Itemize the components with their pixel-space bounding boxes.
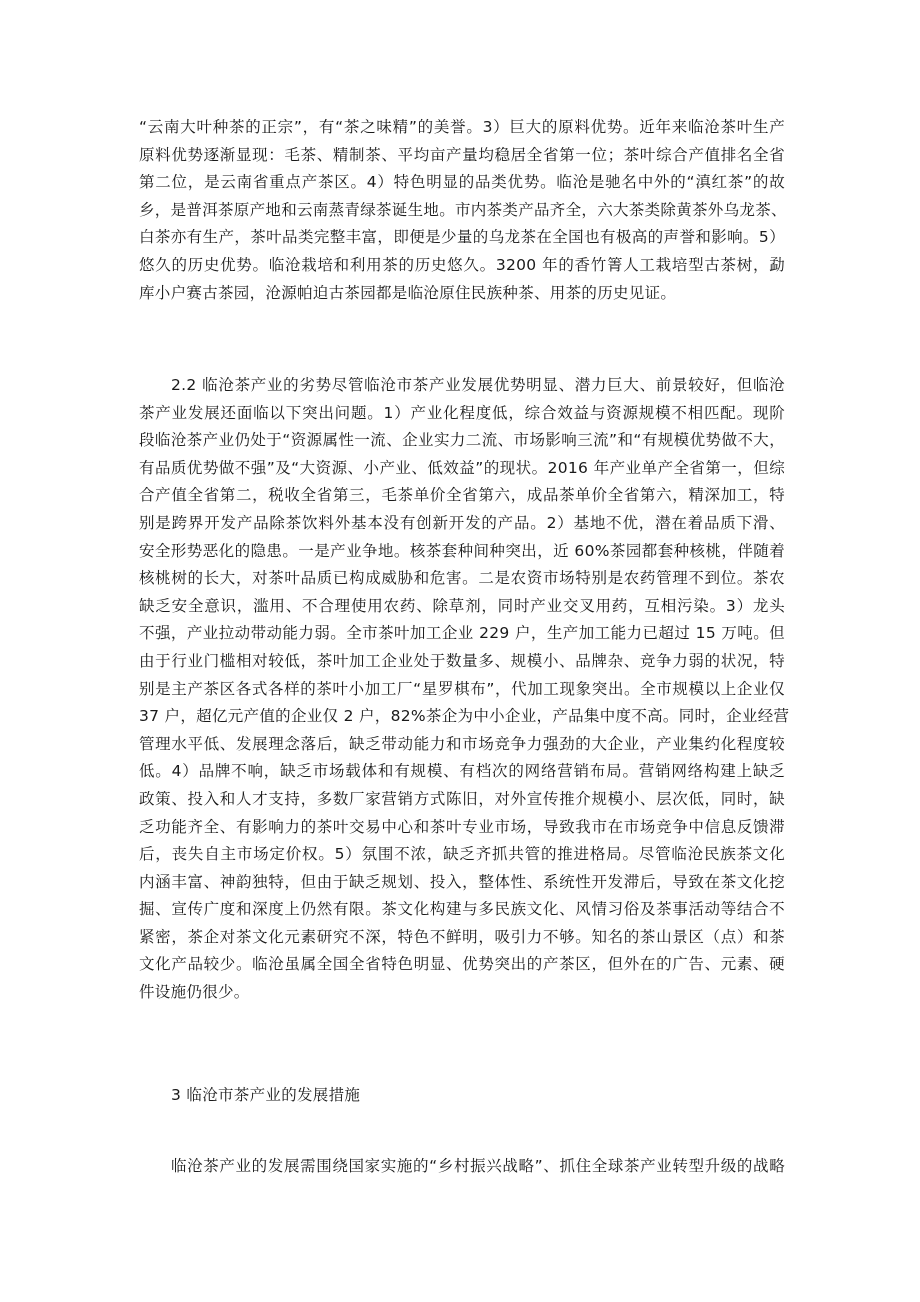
text-line: 别是跨界开发产品除茶饮料外基本没有创新开发的产品。2）基地不优，潜在着品质下滑、 [139,513,785,532]
text-line: 37 户，超亿元产值的企业仅 2 户，82%茶企为中小企业，产品集中度不高。同时，企业经营 [139,707,790,726]
text-line: 白茶亦有生产，茶叶品类完整丰富，即便是少量的乌龙茶在全国也有极高的声誉和影响。5） [139,228,785,247]
section-heading-text: 3 临沧市茶产业的发展措施 [171,1086,361,1104]
paragraph-disadvantages [139,372,790,1007]
text-line: 别是主产茶区各式各样的茶叶小加工厂“星罗棋布”，代加工现象突出。全市规模以上企业仅 [139,679,785,698]
text-line: 悠久的历史优势。临沧栽培和利用茶的历史悠久。3200 年的香竹箐人工栽培型古茶树，勐 [139,255,785,274]
text-line: “云南大叶种茶的正宗”，有“茶之味精”的美誉。3）巨大的原料优势。近年来临沧茶叶生产 [139,118,785,136]
text-line: 段临沧茶产业仍处于“资源属性一流、企业实力二流、市场影响三流”和“有规模优势做不大， [139,431,785,450]
text-line: 核桃树的长大，对茶叶品质已构成威胁和危害。二是农资市场特别是农药管理不到位。茶农 [139,569,785,588]
text-line: 内涵丰富、神韵独特，但由于缺乏规划、投入，整体性、系统性开发滞后，导致在茶文化挖 [139,872,785,891]
text-line: 后，丧失自主市场定价权。5）氛围不浓，缺乏齐抓共管的推进格局。尽管临沧民族茶文化 [139,845,785,864]
text-line: 乡，是普洱茶原产地和云南蒸青绿茶诞生地。市内茶类产品齐全，六大茶类除黄茶外乌龙茶、 [139,200,787,219]
text-line: 库小户赛古茶园，沧源帕迫古茶园都是临沧原住民族种茶、用茶的历史见证。 [139,283,677,302]
text-line: 不强，产业拉动带动能力弱。全市茶叶加工企业 229 户，生产加工能力已超过 15 万吨。但 [139,624,785,643]
text-line: 政策、投入和人才支持，多数厂家营销方式陈旧，对外宣传推介规模小、层次低，同时，缺 [139,789,785,808]
text-line: 缺乏安全意识，滥用、不合理使用农药、除草剂，同时产业交叉用药，互相污染。3）龙头 [139,596,785,615]
text-line: 安全形势恶化的隐患。一是产业争地。核茶套种间种突出，近 60%茶园都套种核桃，伴随着 [139,541,785,560]
text-line: 茶产业发展还面临以下突出问题。1）产业化程度低，综合效益与资源规模不相匹配。现阶 [139,403,785,422]
text-line: 临沧茶产业的发展需围绕国家实施的“乡村振兴战略”、抓住全球茶产业转型升级的战略 [171,1157,785,1175]
text-line: 件设施仍很少。 [139,983,250,1002]
text-line: 管理水平低、发展理念落后，缺乏带动能力和市场竞争力强劲的大企业，产业集约化程度较 [139,734,785,753]
text-line: 由于行业门槛相对较低，茶叶加工企业处于数量多、规模小、品牌杂、竞争力弱的状况，特 [139,651,785,670]
text-line: 紧密，茶企对茶文化元素研究不深，特色不鲜明，吸引力不够。知名的茶山景区（点）和茶 [139,927,785,946]
paragraph-measures [139,1153,785,1181]
text-line: 文化产品较少。临沧虽属全国全省特色明显、优势突出的产茶区，但外在的广告、元素、硬 [139,955,785,974]
text-line: 2.2 临沧茶产业的劣势尽管临沧市茶产业发展优势明显、潜力巨大、前景较好，但临沧 [171,376,785,394]
paragraph-advantages-continued [139,114,785,307]
text-line: 掘、宣传广度和深度上仍然有限。茶文化构建与多民族文化、风情习俗及茶事活动等结合不 [139,900,785,919]
text-line: 原料优势逐渐显现：毛茶、精制茶、平均亩产量均稳居全省第一位；茶叶综合产值排名全省 [139,145,785,164]
text-line: 合产值全省第二，税收全省第三，毛茶单价全省第六，成品茶单价全省第六，精深加工，特 [139,486,785,505]
text-line: 有品质优势做不强”及“大资源、小产业、低效益”的现状。2016 年产业单产全省第一，但综 [139,458,785,477]
text-line: 第二位，是云南省重点产茶区。4）特色明显的品类优势。临沧是驰名中外的“滇红茶”的故 [139,173,785,192]
section-heading [139,1082,785,1110]
text-line: 乏功能齐全、有影响力的茶叶交易中心和茶叶专业市场，导致我市在市场竞争中信息反馈滞 [139,817,785,836]
text-line: 低。4）品牌不响，缺乏市场载体和有规模、有档次的网络营销布局。营销网络构建上缺乏 [139,762,785,781]
